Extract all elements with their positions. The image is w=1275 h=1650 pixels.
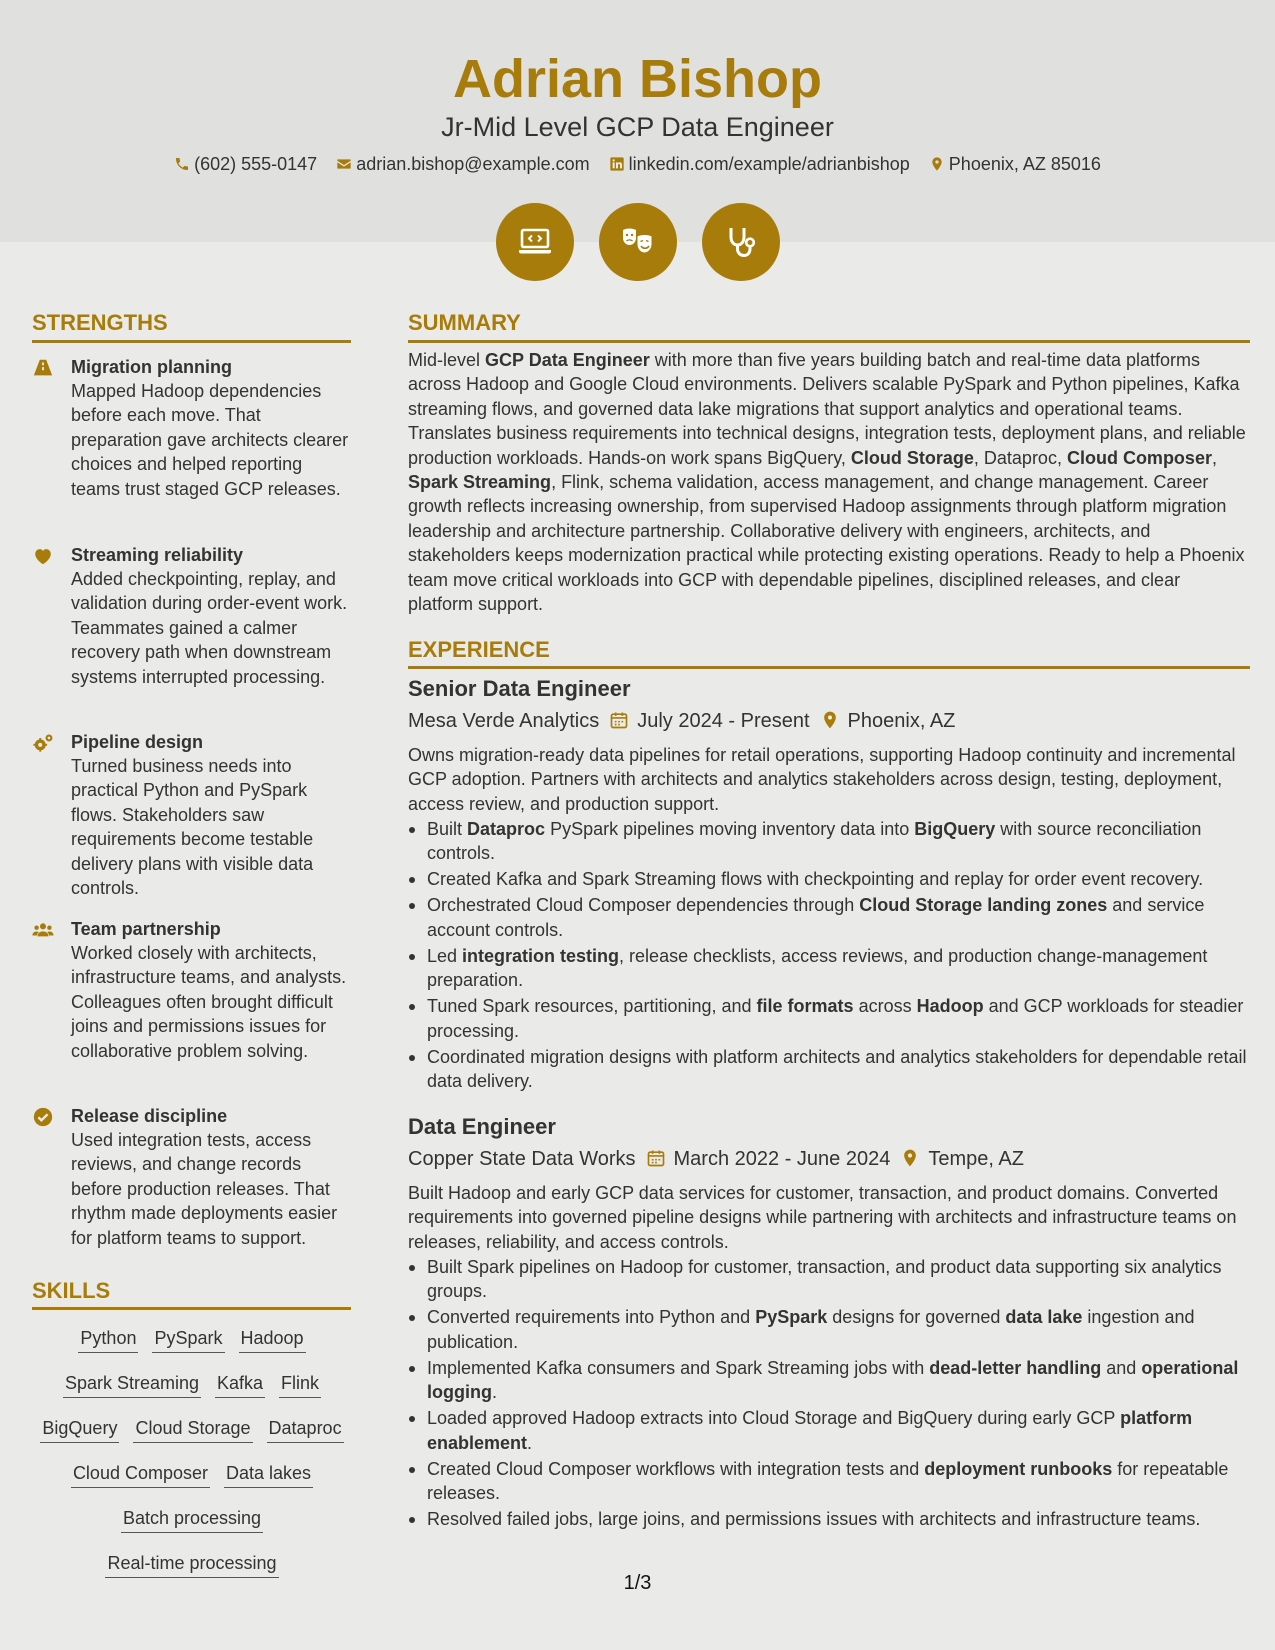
- strength-item: [32, 917, 352, 1087]
- contact-bar: [0, 152, 1275, 176]
- candidate-title: Jr-Mid Level GCP Data Engineer: [441, 112, 834, 142]
- strength-item: [32, 730, 352, 900]
- strength-item: [32, 355, 352, 525]
- candidate-name: Adrian Bishop: [452, 49, 822, 109]
- skills-rule: [32, 1307, 351, 1310]
- badge-theater: [599, 203, 677, 281]
- strength-item: [32, 1104, 352, 1254]
- phone-icon: [174, 156, 190, 172]
- skills-row: [32, 1415, 352, 1443]
- strength-desc: Turned business needs into practical Python and PySpark flows. Stakeholders saw requirements become testable delivery plans with visible data controls.: [71, 756, 314, 899]
- job-company: Copper State Data Works: [408, 1148, 636, 1170]
- skill-tag: Dataproc: [267, 1415, 344, 1443]
- linkedin-text: linkedin.com/example/adrianbishop: [628, 154, 910, 174]
- phone-text: (602) 555-0147: [194, 154, 318, 174]
- strength-title: Streaming reliability: [71, 545, 244, 565]
- interest-badges: [0, 203, 1275, 283]
- bullet-item: Built Spark pipelines on Hadoop for customer, transaction, and product data supporting six analytics groups.: [408, 1255, 1250, 1304]
- calendar-icon: [646, 1148, 666, 1168]
- job-title: Data Engineer: [408, 1114, 556, 1139]
- skills-row: [32, 1460, 352, 1488]
- badge-stethoscope: [702, 203, 780, 281]
- job-meta: [408, 1145, 1024, 1173]
- skill-tag: PySpark: [152, 1325, 224, 1353]
- strength-title: Pipeline design: [71, 732, 204, 752]
- bullet-item: Built Dataproc PySpark pipelines moving inventory data into BigQuery with source reconciliation controls.: [408, 817, 1250, 866]
- strength-desc: Worked closely with architects, infrastructure teams, and analysts. Colleagues often brought difficult joins and permissions issues for collaborative problem solving.: [71, 943, 347, 1061]
- job-location: Phoenix, AZ: [847, 710, 956, 732]
- job-description: Built Hadoop and early GCP data services for customer, transaction, and product domains. Converted requirements into governed pipeline designs while partnering with architects and infrastructure teams on releases, reliability, and access controls.: [408, 1183, 1237, 1252]
- job-company: Mesa Verde Analytics: [408, 710, 600, 732]
- bullet-item: Implemented Kafka consumers and Spark Streaming jobs with dead-letter handling and operational logging.: [408, 1356, 1250, 1405]
- envelope-icon: [336, 156, 352, 172]
- strength-desc: Added checkpointing, replay, and validation during order-event work. Teammates gained a calmer recovery path when downstream systems interrupted processing.: [71, 569, 348, 687]
- bullet-item: Tuned Spark resources, partitioning, and file formats across Hadoop and GCP workloads for steadier processing.: [408, 994, 1250, 1043]
- strength-desc: Mapped Hadoop dependencies before each move. That preparation gave architects clearer choices and helped reporting teams trust staged GCP releases.: [71, 381, 349, 499]
- strength-title: Release discipline: [71, 1106, 228, 1126]
- experience-rule: [408, 666, 1250, 669]
- theater-masks-icon: [620, 224, 656, 260]
- skill-tag: Hadoop: [239, 1325, 306, 1353]
- skills-heading: SKILLS: [32, 1278, 111, 1303]
- bullet-item: Created Kafka and Spark Streaming flows with checkpointing and replay for order event recovery.: [408, 867, 1250, 891]
- laptop-code-icon: [517, 224, 553, 260]
- skills-row: [32, 1325, 352, 1353]
- strength-title: Migration planning: [71, 357, 232, 377]
- summary-heading: SUMMARY: [408, 310, 521, 335]
- linkedin-icon: [609, 156, 625, 172]
- experience-heading: EXPERIENCE: [408, 637, 550, 662]
- strengths-rule: [32, 340, 351, 343]
- location-text: Phoenix, AZ 85016: [948, 154, 1101, 174]
- job-bullets: [408, 817, 1250, 1095]
- contact-location: [929, 152, 1101, 176]
- skills-row: [32, 1370, 352, 1398]
- skill-tag: Batch processing: [121, 1505, 263, 1533]
- skills-row: [32, 1505, 352, 1533]
- contact-linkedin[interactable]: [609, 152, 910, 176]
- map-marker-icon: [929, 156, 945, 172]
- job-bullets: [408, 1255, 1250, 1533]
- bullet-item: Created Cloud Composer workflows with integration tests and deployment runbooks for repeatable releases.: [408, 1457, 1250, 1506]
- gears-icon: [32, 732, 54, 754]
- bullet-item: Loaded approved Hadoop extracts into Cloud Storage and BigQuery during early GCP platform enablement.: [408, 1406, 1250, 1455]
- skill-tag: Real-time processing: [105, 1550, 278, 1578]
- bullet-item: Orchestrated Cloud Composer dependencies through Cloud Storage landing zones and service account controls.: [408, 893, 1250, 942]
- users-icon: [32, 919, 54, 941]
- job-description: Owns migration-ready data pipelines for retail operations, supporting Hadoop continuity and incremental GCP adoption. Partners with architects and analytics stakeholders across design, testing, deployment, access review, and production support.: [408, 745, 1236, 814]
- skill-tag: Cloud Composer: [71, 1460, 210, 1488]
- skill-tag: Flink: [279, 1370, 321, 1398]
- heart-icon: [32, 545, 54, 567]
- job-title: Senior Data Engineer: [408, 676, 631, 701]
- job-dates: March 2022 - June 2024: [673, 1148, 891, 1170]
- strength-desc: Used integration tests, access reviews, and change records before production releases. That rhythm made deployments easier for platform teams to support.: [71, 1130, 338, 1248]
- check-circle-icon: [32, 1106, 54, 1128]
- strength-title: Team partnership: [71, 919, 221, 939]
- skill-tag: Spark Streaming: [63, 1370, 201, 1398]
- job-dates: July 2024 - Present: [637, 710, 810, 732]
- map-marker-icon: [820, 710, 840, 730]
- road-icon: [32, 357, 54, 379]
- bullet-item: Led integration testing, release checklists, access reviews, and production change-management preparation.: [408, 944, 1250, 993]
- page-number: 1/3: [623, 1572, 652, 1594]
- badge-laptop: [496, 203, 574, 281]
- calendar-icon: [609, 710, 629, 730]
- contact-phone[interactable]: [174, 152, 317, 176]
- skill-tag: Python: [78, 1325, 138, 1353]
- bullet-item: Resolved failed jobs, large joins, and permissions issues with architects and infrastructure teams.: [408, 1507, 1250, 1531]
- bullet-item: Coordinated migration designs with platform architects and analytics stakeholders for dependable retail data delivery.: [408, 1045, 1250, 1094]
- skill-tag: BigQuery: [40, 1415, 119, 1443]
- map-marker-icon: [900, 1148, 920, 1168]
- summary-text: Mid-level GCP Data Engineer with more than five years building batch and real-time data platforms across Hadoop and Google Cloud environments. Delivers scalable PySpark and Python pipelines, Kafka streaming flows, and governed data lake migrations that support analytics and operational teams. Translates business requirements into technical designs, integration tests, deployment plans, and reliable production workloads. Hands-on work spans BigQuery, Cloud Storage, Dataproc, Cloud Composer, Spark Streaming, Flink, schema validation, access management, and change management. Career growth reflects increasing ownership, from supervised Hadoop assignments through platform migration leadership and architecture partnership. Collaborative delivery with engineers, architects, and stakeholders keeps modernization practical while protecting existing operations. Ready to help a Phoenix team move critical workloads into GCP with dependable pipelines, disciplined releases, and clear platform support.: [408, 350, 1246, 615]
- job-meta: [408, 707, 955, 735]
- strengths-heading: STRENGTHS: [32, 310, 168, 335]
- email-text: adrian.bishop@example.com: [356, 154, 590, 174]
- job-location: Tempe, AZ: [928, 1148, 1024, 1170]
- skill-tag: Data lakes: [224, 1460, 313, 1488]
- bullet-item: Converted requirements into Python and PySpark designs for governed data lake ingestion and publication.: [408, 1305, 1250, 1354]
- strength-item: [32, 543, 352, 713]
- stethoscope-icon: [723, 224, 759, 260]
- contact-email[interactable]: [336, 152, 589, 176]
- summary-rule: [408, 340, 1250, 343]
- skill-tag: Kafka: [215, 1370, 265, 1398]
- skill-tag: Cloud Storage: [133, 1415, 252, 1443]
